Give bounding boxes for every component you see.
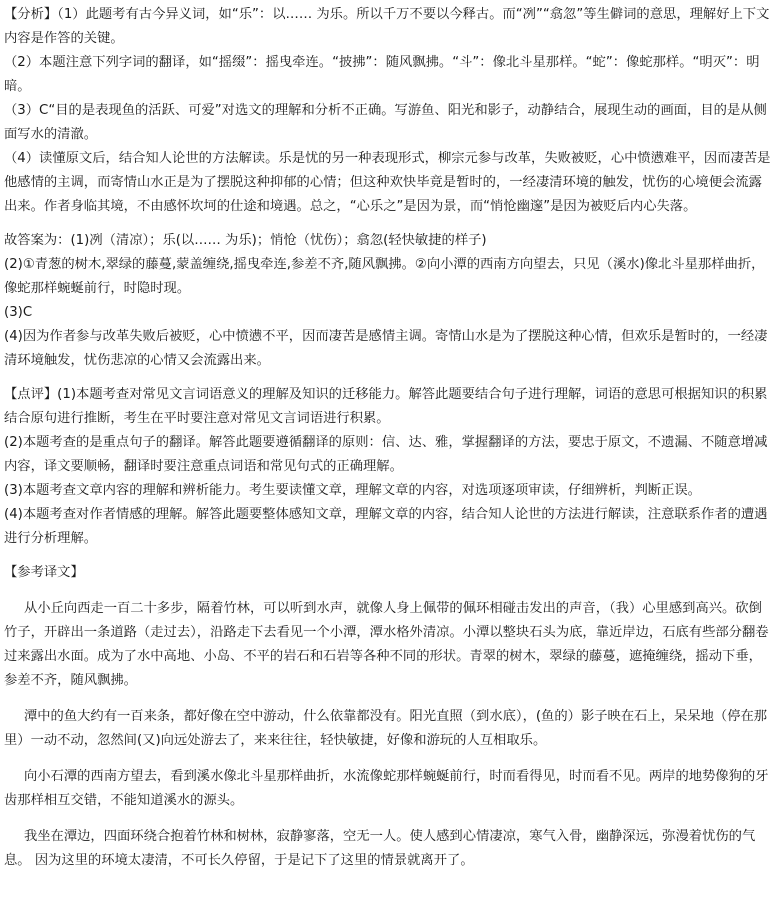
comment-paragraph-1: 【点评】(1)本题考查对常见文言词语意义的理解及知识的迁移能力。解答此题要结合句子进行理解，词语的意思可根据知识的积累结合原句进行推断，考生在平时要注意对常见文言词语进行积累。 [4, 387, 768, 426]
translation-paragraph-3: 向小石潭的西南方望去，看到溪水像北斗星那样曲折，水流像蛇那样蜿蜒前行，时而看得见，时而看不见。两岸的地势像狗的牙齿那样相互交错，不能知道溪水的源头。 [4, 769, 769, 808]
analysis-paragraph-4: （4）读懂原文后，结合知人论世的方法解读。乐是忧的另一种表现形式，柳宗元参与改革，失败被贬，心中愤懑难平，因而凄苦是他感情的主调，而寄情山水正是为了摆脱这种抑郁的心情；但这种欢快毕竟是暂时的，一经凄清环境的触发，忧伤的心境便会流露出来。作者身临其境，不由感怀坎坷的仕途和境遇。总之，“心乐之”是因为景，而“悄怆幽邃”是因为被贬后内心失落。 [4, 151, 771, 214]
translation-section [4, 561, 774, 873]
paragraph-spacer [4, 753, 774, 765]
translation-paragraph-1: 从小丘向西走一百二十多步，隔着竹林，可以听到水声，就像人身上佩带的佩环相碰击发出的声音，（我）心里感到高兴。砍倒竹子，开辟出一条道路（走过去），沿路走下去看见一个小潭，潭水格外清凉。小潭以整块石头为底，靠近岸边，石底有些部分翻卷过来露出水面。成为了水中高地、小岛、不平的岩石和石岩等各种不同的形状。青翠的树木，翠绿的藤蔓，遮掩缠绕，摇动下垂，参差不齐，随风飘拂。 [4, 601, 769, 688]
answer-line-2: (2)①青葱的树木,翠绿的藤蔓,蒙盖缠绕,摇曳牵连,参差不齐,随风飘拂。②向小潭的西南方向望去，只见（溪水)像北斗星那样曲折，像蛇那样蜿蜒前行，时隐时现。 [4, 257, 765, 296]
paragraph-spacer [4, 813, 774, 825]
answer-section [4, 229, 774, 373]
section-spacer [4, 219, 774, 229]
answer-line-3: (3)C [4, 305, 33, 320]
answer-line-4: (4)因为作者参与改革失败后被贬，心中愤懑不平，因而凄苦是感情主调。寄情山水是为了摆脱这种心情，但欢乐是暂时的，一经凄清环境触发，忧伤悲凉的心情又会流露出来。 [4, 329, 768, 368]
translation-paragraph-2: 潭中的鱼大约有一百来条，都好像在空中游动，什么依靠都没有。阳光直照（到水底），(鱼的）影子映在石上，呆呆地（停在那里）一动不动，忽然间(又)向远处游去了，来来往往，轻快敏捷，好像和游玩的人互相取乐。 [4, 709, 768, 748]
translation-heading: 【参考译文】 [4, 565, 84, 580]
paragraph-spacer [4, 693, 774, 705]
comment-section [4, 383, 774, 551]
comment-paragraph-4: (4)本题考查对作者情感的理解。解答此题要整体感知文章，理解文章的内容，结合知人论世的方法进行解读，注意联系作者的遭遇进行分析理解。 [4, 507, 768, 546]
section-spacer [4, 551, 774, 561]
section-spacer [4, 373, 774, 383]
paragraph-spacer [4, 585, 774, 597]
analysis-paragraph-1: 【分析】（1）此题考有古今异义词，如“乐”：以…… 为乐。所以千万不要以今释古。而“冽”“翕忽”等生僻词的意思，理解好上下文内容是作答的关键。 [4, 7, 770, 46]
comment-paragraph-2: (2)本题考查的是重点句子的翻译。解答此题要遵循翻译的原则：信、达、雅，掌握翻译的方法，要忠于原文，不遗漏、不随意增减内容，译文要顺畅，翻译时要注意重点词语和常见句式的正确理解。 [4, 435, 768, 474]
analysis-section [4, 3, 774, 219]
analysis-paragraph-3: （3）C“目的是表现鱼的活跃、可爱”对选文的理解和分析不正确。写游鱼、阳光和影子，动静结合，展现生动的画面，目的是从侧面写水的清澈。 [4, 103, 767, 142]
analysis-paragraph-2: （2）本题注意下列字词的翻译，如“摇缀”：摇曳牵连。“披拂”：随风飘拂。“斗”：像北斗星那样。“蛇”：像蛇那样。“明灭”：明暗。 [4, 55, 760, 94]
comment-paragraph-3: (3)本题考查文章内容的理解和辨析能力。考生要读懂文章，理解文章的内容，对选项逐项审读，仔细辨析，判断正误。 [4, 483, 701, 498]
translation-paragraph-4: 我坐在潭边，四面环绕合抱着竹林和树林，寂静寥落，空无一人。使人感到心情凄凉，寒气入骨，幽静深远，弥漫着忧伤的气息。 因为这里的环境太凄清，不可长久停留，于是记下了这里的情景就离开了。 [4, 829, 756, 868]
answer-line-1: 故答案为：(1)冽（清凉）；乐(以…… 为乐)；悄怆（忧伤）；翕忽(轻快敏捷的样子) [4, 233, 487, 248]
